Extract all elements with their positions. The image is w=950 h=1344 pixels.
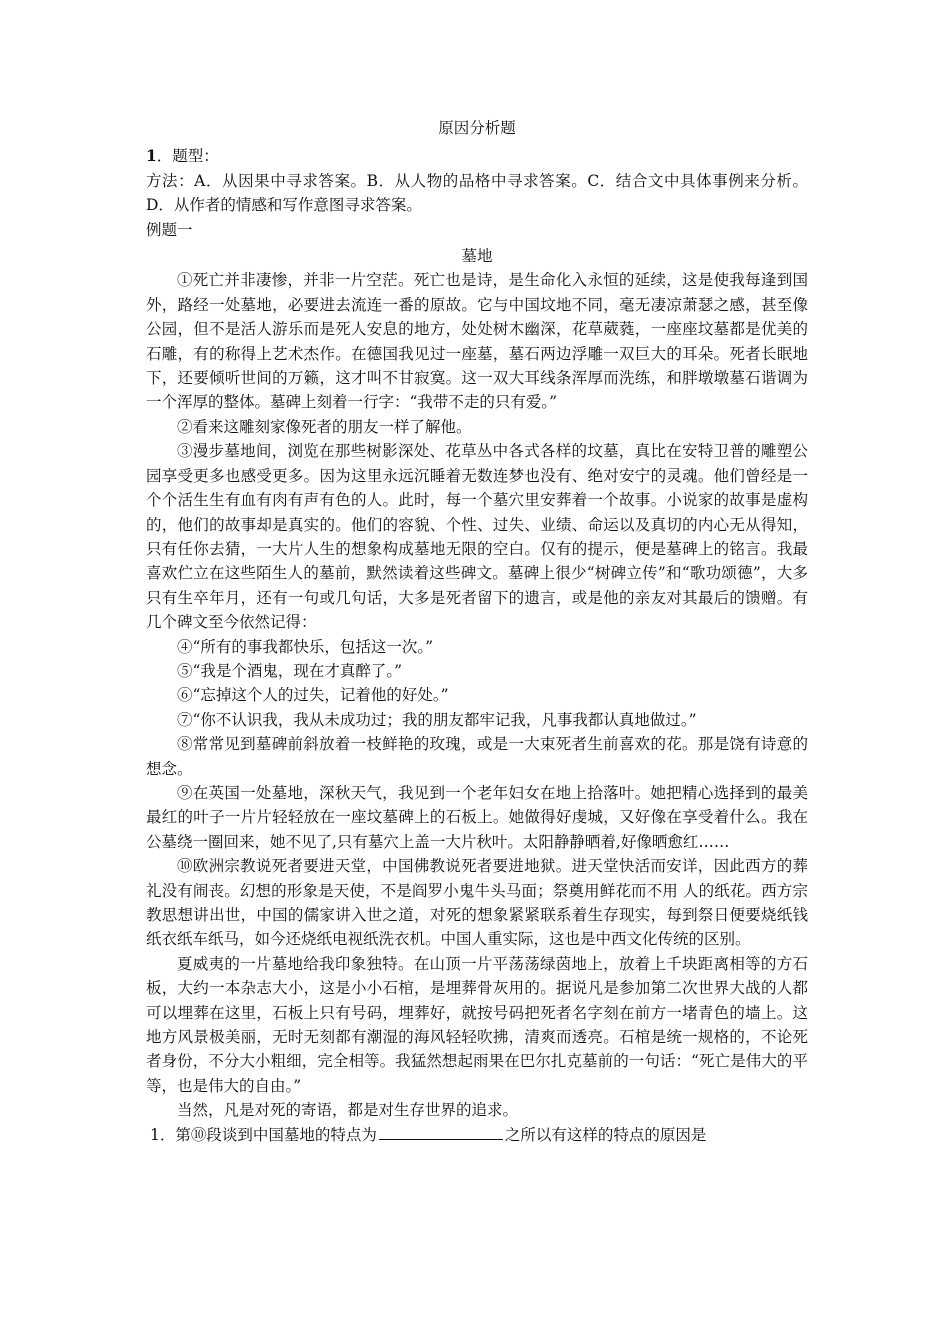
paragraph-5: ⑤“我是个酒鬼，现在才真醉了。”: [177, 661, 403, 680]
paragraph-8: ⑧常常见到墓碑前斜放着一枝鲜艳的玫瑰，或是一大束死者生前喜欢的花。那是饶有诗意的想念。: [146, 735, 808, 778]
question-text-before: ．第⑩段谈到中国墓地的特点为: [159, 1125, 377, 1144]
question-text-after: 之所以有这样的特点的原因是: [504, 1125, 707, 1144]
article-title: 墓地: [461, 247, 493, 266]
paragraph-7: ⑦“你不认识我，我从未成功过；我的朋友都牢记我，凡事我都认真地做过。”: [177, 710, 697, 729]
paragraph-9: ⑨在英国一处墓地，深秋天气，我见到一个老年妇女在地上拾落叶。她把精心选择到的最美最红的叶子一片片轻轻放在一座坟墓碑上的石板上。她做得好虔城，又好像在享受着什么。我在公墓绕一圈回来，她不见了,只有墓穴上盖一大片秋叶。太阳静静晒着,好像晒愈红……: [146, 783, 808, 851]
example-label: 例题一: [146, 220, 193, 239]
question-1: [150, 1123, 808, 1147]
question-number: 1: [150, 1125, 160, 1144]
paragraph-12: 当然，凡是对死的寄语，都是对生存世界的追求。: [177, 1101, 519, 1120]
method-text: 方法：A．从因果中寻求答案。B．从人物的品格中寻求答案。C．结合文中具体事例来分析。D．从作者的情感和写作意图寻求答案。: [146, 171, 808, 215]
paragraph-11: 夏威夷的一片墓地给我印象独特。在山顶一片平荡荡绿茵地上，放着上千块距离相等的方石板，大约一本杂志大小，这是小小石棺，是埋葬骨灰用的。据说凡是参加第二次世界大战的人都可以埋葬在这里，石板上只有号码，埋葬好，就按号码把死者名字刻在前方一堵青色的墙上。这地方风景极美丽，无时无刻都有潮湿的海风轻轻吹拂，清爽而透亮。石棺是统一规格的，不论死者身份，不分大小粗细，完全相等。我猛然想起雨果在巴尔扎克墓前的一句话：“死亡是伟大的平等，也是伟大的自由。”: [146, 954, 808, 1095]
section-label: ．题型：: [156, 147, 219, 166]
document-page: [146, 116, 808, 1147]
paragraph-2: ②看来这雕刻家像死者的朋友一样了解他。: [177, 417, 472, 436]
paragraph-4: ④“所有的事我都快乐，包括这一次。”: [177, 637, 434, 656]
paragraph-10: ⑩欧洲宗教说死者要进天堂，中国佛教说死者要进地狱。进天堂快活而安详，因此西方的葬礼没有闹丧。幻想的形象是天使，不是阎罗小鬼牛头马面；祭奠用鲜花而不用 人的纸花。西方宗教思想讲出世，中国的儒家讲入世之道，对死的想象紧紧联系着生存现实，每到祭日便要烧纸钱纸衣纸车纸马，如今还烧纸电视纸洗衣机。中国人重实际，这也是中西文化传统的区别。: [146, 857, 808, 949]
section-number: 1: [146, 146, 157, 166]
paragraph-1: ①死亡并非凄惨，并非一片空茫。死亡也是诗，是生命化入永恒的延续，这是使我每逢到国外，路经一处墓地，必要进去流连一番的原故。它与中国坟地不同，毫无凄凉萧瑟之感，甚至像公园，但不是活人游乐而是死人安息的地方，处处树木幽深，花草葳蕤，一座座坟墓都是优美的石雕，有的称得上艺术杰作。在德国我见过一座墓，墓石两边浮雕一双巨大的耳朵。死者长眠地下，还要倾听世间的万籁，这才叫不甘寂寞。这一双大耳线条浑厚而洗练，和胖墩墩墓石谐调为一个浑厚的整体。墓碑上刻着一行字：“我带不走的只有爱。”: [146, 271, 808, 412]
paragraph-3: ③漫步墓地间，浏览在那些树影深处、花草丛中各式各样的坟墓，真比在安特卫普的雕塑公园享受更多也感受更多。因为这里永远沉睡着无数连梦也没有、绝对安宁的灵魂。他们曾经是一个个活生生有血有肉有声有色的人。此时，每一个墓穴里安葬着一个故事。小说家的故事是虚构的，他们的故事却是真实的。他们的容貌、个性、过失、业绩、命运以及真切的内心无从得知，只有任你去猜，一大片人生的想象构成墓地无限的空白。仅有的提示，便是墓碑上的铭言。我最喜欢伫立在这些陌生人的墓前，默然读着这些碑文。墓碑上很少“树碑立传”和“歌功颂德”，大多只有生卒年月，还有一句或几句话，大多是死者留下的遗言，或是他的亲友对其最后的馈赠。有几个碑文至今依然记得：: [146, 442, 808, 632]
document-title: 原因分析题: [438, 119, 516, 137]
section-heading: [146, 144, 808, 168]
answer-blank[interactable]: [379, 1123, 503, 1140]
paragraph-6: ⑥“忘掉这个人的过失，记着他的好处。”: [177, 686, 449, 705]
